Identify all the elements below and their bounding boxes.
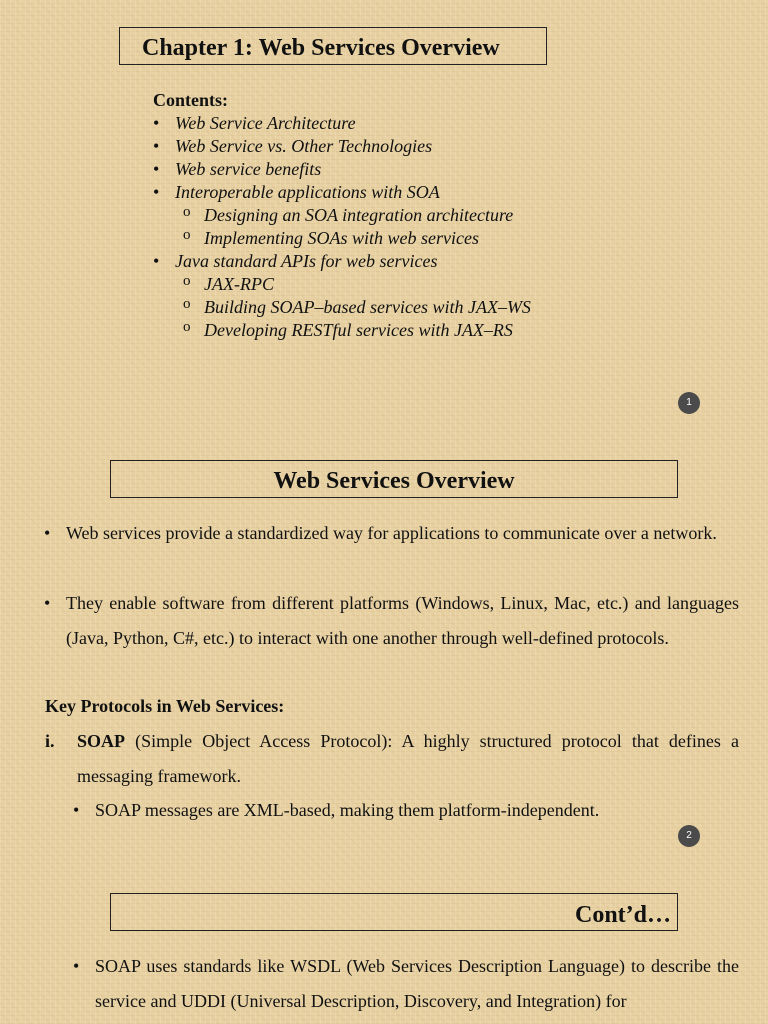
section-title: Web Services Overview: [110, 460, 678, 498]
bullet-icon: •: [73, 956, 80, 976]
toc-item-text: Designing an SOA integration architecture: [204, 205, 514, 225]
bullet-icon: •: [44, 523, 51, 543]
toc-item-text: Implementing SOAs with web services: [204, 228, 479, 248]
soap-standards-bullet: SOAP uses standards like WSDL (Web Services Description Language) to describe the service and UDDI (Universal Description, Discovery, and Integration) for: [95, 956, 739, 1011]
bullet-icon: •: [44, 593, 51, 613]
toc-item-text: Developing RESTful services with JAX–RS: [204, 320, 513, 340]
bullet-icon: •: [153, 136, 160, 156]
item-marker: i.: [45, 731, 55, 751]
toc-item: [153, 135, 531, 158]
chapter-title: Chapter 1: Web Services Overview: [119, 27, 547, 65]
toc-item: [153, 273, 531, 296]
toc-item: [153, 158, 531, 181]
toc-item: [153, 112, 531, 135]
toc-items: [153, 112, 531, 342]
soap-description: (Simple Object Access Protocol): A highly structured protocol that defines a messaging framework.: [77, 731, 739, 786]
toc-item-text: Web Service vs. Other Technologies: [175, 136, 433, 156]
toc-item: [153, 204, 531, 227]
circle-bullet-icon: o: [183, 319, 191, 335]
toc-item-text: JAX-RPC: [204, 274, 274, 294]
toc-item: [153, 250, 531, 273]
circle-bullet-icon: o: [183, 273, 191, 289]
bullet-icon: •: [73, 800, 80, 820]
circle-bullet-icon: o: [183, 204, 191, 220]
toc-item-text: Web service benefits: [175, 159, 322, 179]
paragraph-web-services: Web services provide a standardized way for applications to communicate over a network.: [66, 523, 717, 543]
section-title-contd: Cont’d…: [110, 893, 678, 931]
soap-item: [77, 724, 739, 793]
circle-bullet-icon: o: [183, 296, 191, 312]
bullet-icon: •: [153, 159, 160, 179]
soap-term: SOAP: [77, 731, 126, 751]
toc-item-text: Building SOAP–based services with JAX–WS: [204, 297, 531, 317]
page-number-badge: 2: [678, 825, 700, 847]
soap-xml-bullet: SOAP messages are XML-based, making them platform-independent.: [95, 800, 600, 820]
bullet-icon: •: [153, 182, 160, 202]
toc-item: [153, 319, 531, 342]
key-protocols-heading: Key Protocols in Web Services:: [45, 696, 285, 716]
paragraph-platforms: They enable software from different platforms (Windows, Linux, Mac, etc.) and languages (Java, Python, C#, etc.) to interact with one another through well-defined protocols.: [66, 593, 739, 648]
page-number-badge: 1: [678, 392, 700, 414]
toc-item-text: Web Service Architecture: [175, 113, 356, 133]
circle-bullet-icon: o: [183, 227, 191, 243]
toc-item: [153, 296, 531, 319]
bullet-icon: •: [153, 251, 160, 271]
bullet-icon: •: [153, 113, 160, 133]
toc-item: [153, 227, 531, 250]
toc-item-text: Interoperable applications with SOA: [175, 182, 440, 202]
toc-item-text: Java standard APIs for web services: [175, 251, 438, 271]
toc-item: [153, 181, 531, 204]
contents-list: [153, 89, 531, 342]
contents-label: Contents:: [153, 90, 228, 110]
